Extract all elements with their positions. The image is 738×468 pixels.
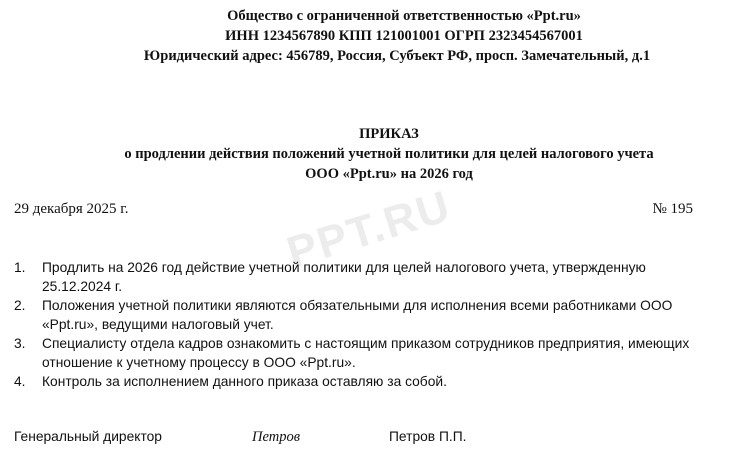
order-item bbox=[14, 334, 714, 372]
company-legal-address: Юридический адрес: 456789, Россия, Субъект РФ, просп. Замечательный, д.1 bbox=[143, 48, 651, 64]
order-item-number: 1. bbox=[14, 260, 26, 275]
order-item-text: Продлить на 2026 год действие учетной политики для целей налогового учета, утвержденную 25.12.2024 г. bbox=[42, 260, 646, 294]
order-item bbox=[14, 258, 714, 296]
order-item-number: 2. bbox=[14, 298, 26, 313]
order-item bbox=[14, 372, 714, 391]
order-item bbox=[14, 296, 714, 334]
order-item-number: 3. bbox=[14, 336, 26, 351]
order-item-number: 4. bbox=[14, 374, 26, 389]
order-subtitle-line2: ООО «Ppt.ru» на 2026 год bbox=[305, 166, 473, 182]
company-registration-numbers: ИНН 1234567890 КПП 121001001 ОГРП 2323454567001 bbox=[225, 28, 583, 44]
handwritten-signature: Петров bbox=[252, 429, 300, 445]
order-subtitle-line1: о продлении действия положений учетной политики для целей налогового учета bbox=[124, 146, 654, 162]
order-date: 29 декабря 2025 г. bbox=[14, 201, 129, 217]
signatory-position: Генеральный директор bbox=[14, 429, 162, 444]
order-item-text: Контроль за исполнением данного приказа оставляю за собой. bbox=[42, 374, 447, 389]
company-header bbox=[0, 6, 738, 66]
order-title-block bbox=[0, 124, 738, 184]
order-heading: ПРИКАЗ bbox=[359, 126, 419, 142]
company-name: Общество с ограниченной ответственностью «Ppt.ru» bbox=[227, 8, 581, 24]
order-items-list bbox=[14, 258, 714, 391]
order-item-text: Специалисту отдела кадров ознакомить с настоящим приказом сотрудников предприятия, имеющих отношение к учетному процессу в ООО «Ppt.ru». bbox=[42, 336, 690, 370]
signatory-name: Петров П.П. bbox=[389, 429, 467, 444]
order-item-text: Положения учетной политики являются обязательными для исполнения всеми работниками ООО «Ppt.ru», ведущими налоговый учет. bbox=[42, 298, 673, 332]
watermark: PPT.RU bbox=[281, 181, 457, 278]
order-number: № 195 bbox=[652, 201, 693, 217]
